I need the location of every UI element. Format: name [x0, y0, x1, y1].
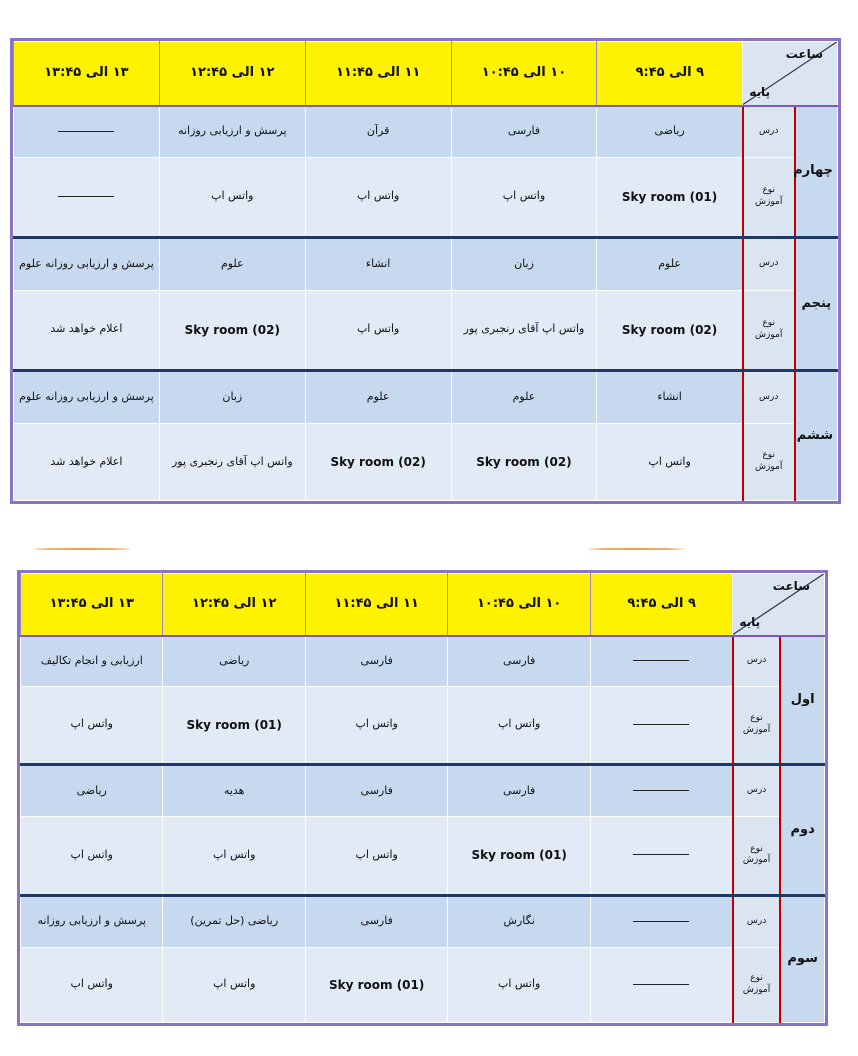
method-cell: واتس اپ [163, 947, 305, 1022]
method-cell [14, 157, 160, 237]
method-type-label: نوع آموزش [733, 817, 780, 895]
method-row [21, 686, 825, 764]
lesson-row [21, 764, 825, 816]
method-cell: Sky room (02) [451, 424, 597, 501]
time-slot-1: ۹ الی ۹:۴۵ [597, 42, 743, 106]
method-cell: Sky room (02) [597, 290, 743, 370]
lesson-cell: ریاضی [163, 636, 305, 687]
header-row [21, 574, 825, 636]
method-cell: Sky room (01) [448, 817, 590, 895]
method-cell [590, 686, 732, 764]
lesson-cell: پرسش و ارزیابی روزانه علوم [14, 370, 160, 423]
method-cell [590, 817, 732, 895]
lesson-type-label: درس [733, 636, 780, 687]
method-cell: اعلام خواهد شد [14, 290, 160, 370]
lesson-cell: فارسی [448, 636, 590, 687]
method-cell: واتس اپ [163, 817, 305, 895]
lesson-cell: علوم [451, 370, 597, 423]
method-cell: اعلام خواهد شد [14, 424, 160, 501]
method-cell: واتس اپ [159, 157, 305, 237]
lesson-cell: علوم [159, 237, 305, 290]
header-row [14, 42, 838, 106]
method-cell: واتس اپ [21, 817, 163, 895]
blank-placeholder [633, 790, 689, 791]
grade-label: دوم [780, 764, 824, 895]
lesson-type-label: درس [743, 237, 795, 290]
time-slot-5: ۱۳ الی ۱۳:۴۵ [21, 574, 163, 636]
lesson-row [21, 895, 825, 947]
method-cell: واتس اپ [597, 424, 743, 501]
method-cell: واتس اپ [21, 686, 163, 764]
method-cell: واتس اپ [451, 157, 597, 237]
decorative-divider-left [34, 548, 130, 550]
grade-label: چهارم [795, 106, 838, 238]
method-cell: واتس اپ [305, 817, 447, 895]
lesson-cell: ریاضی [597, 106, 743, 158]
lesson-cell: پرسش و ارزیابی روزانه [159, 106, 305, 158]
method-row [14, 290, 838, 370]
method-type-label: نوع آموزش [743, 424, 795, 501]
method-cell: Sky room (01) [597, 157, 743, 237]
method-row [21, 817, 825, 895]
grade-label: اول [780, 636, 824, 765]
lesson-cell [590, 764, 732, 816]
lesson-cell: انشاء [597, 370, 743, 423]
lesson-cell: فارسی [305, 895, 447, 947]
method-cell: Sky room (02) [305, 424, 451, 501]
time-slot-4: ۱۲ الی ۱۲:۴۵ [163, 574, 305, 636]
method-cell [590, 947, 732, 1022]
grade-label: پنجم [795, 237, 838, 370]
blank-placeholder [633, 984, 689, 985]
schedule-table-upper [10, 38, 841, 504]
lesson-cell: علوم [305, 370, 451, 423]
corner-time-label: ساعت [785, 47, 823, 61]
lesson-cell: فارسی [305, 636, 447, 687]
lesson-cell: قرآن [305, 106, 451, 158]
time-slot-2: ۱۰ الی ۱۰:۴۵ [451, 42, 597, 106]
method-cell: Sky room (02) [159, 290, 305, 370]
method-cell: Sky room (01) [305, 947, 447, 1022]
blank-placeholder [58, 131, 114, 132]
method-cell: واتس اپ [305, 157, 451, 237]
time-slot-1: ۹ الی ۹:۴۵ [590, 574, 732, 636]
method-cell: Sky room (01) [163, 686, 305, 764]
method-type-label: نوع آموزش [743, 290, 795, 370]
method-cell: واتس اپ آقای رنجبری پور [159, 424, 305, 501]
lesson-row [14, 237, 838, 290]
blank-placeholder [633, 660, 689, 661]
method-cell: واتس اپ [448, 947, 590, 1022]
method-cell: واتس اپ آقای رنجبری پور [451, 290, 597, 370]
method-type-label: نوع آموزش [743, 157, 795, 237]
lesson-type-label: درس [743, 106, 795, 158]
decorative-divider-right [588, 548, 684, 550]
method-type-label: نوع آموزش [733, 686, 780, 764]
blank-placeholder [58, 196, 114, 197]
lesson-cell: ریاضی [21, 764, 163, 816]
grade-label: ششم [795, 370, 838, 500]
time-slot-3: ۱۱ الی ۱۱:۴۵ [305, 574, 447, 636]
lesson-cell: علوم [597, 237, 743, 290]
method-cell: واتس اپ [448, 686, 590, 764]
corner-cell [743, 42, 838, 106]
blank-placeholder [633, 921, 689, 922]
method-row [14, 424, 838, 501]
lesson-cell: پرسش و ارزیابی روزانه علوم [14, 237, 160, 290]
blank-placeholder [633, 854, 689, 855]
lesson-cell: ارزیابی و انجام تکالیف [21, 636, 163, 687]
time-slot-5: ۱۳ الی ۱۳:۴۵ [14, 42, 160, 106]
method-cell: واتس اپ [305, 290, 451, 370]
lesson-type-label: درس [743, 370, 795, 423]
time-slot-3: ۱۱ الی ۱۱:۴۵ [305, 42, 451, 106]
method-row [21, 947, 825, 1022]
time-slot-4: ۱۲ الی ۱۲:۴۵ [159, 42, 305, 106]
blank-placeholder [633, 724, 689, 725]
lesson-type-label: درس [733, 764, 780, 816]
corner-cell [733, 574, 825, 636]
lesson-cell: فارسی [451, 106, 597, 158]
lesson-cell: ریاضی (حل تمرین) [163, 895, 305, 947]
corner-grade-label: پایه [749, 85, 771, 100]
lesson-row [14, 370, 838, 423]
lesson-cell [14, 106, 160, 158]
lesson-type-label: درس [733, 895, 780, 947]
lesson-row [14, 106, 838, 158]
lesson-cell: زبان [451, 237, 597, 290]
method-row [14, 157, 838, 237]
lesson-cell [590, 895, 732, 947]
lesson-cell: فارسی [305, 764, 447, 816]
corner-grade-label: پایه [739, 615, 761, 630]
lesson-cell: فارسی [448, 764, 590, 816]
lesson-cell: زبان [159, 370, 305, 423]
lesson-cell: هدیه [163, 764, 305, 816]
lesson-row [21, 636, 825, 687]
lesson-cell [590, 636, 732, 687]
method-cell: واتس اپ [305, 686, 447, 764]
lesson-cell: پرسش و ارزیابی روزانه [21, 895, 163, 947]
grade-label: سوم [780, 895, 824, 1022]
schedule-table-lower [17, 570, 828, 1026]
lesson-cell: نگارش [448, 895, 590, 947]
corner-time-label: ساعت [772, 579, 810, 593]
time-slot-2: ۱۰ الی ۱۰:۴۵ [448, 574, 590, 636]
lesson-cell: انشاء [305, 237, 451, 290]
method-cell: واتس اپ [21, 947, 163, 1022]
method-type-label: نوع آموزش [733, 947, 780, 1022]
